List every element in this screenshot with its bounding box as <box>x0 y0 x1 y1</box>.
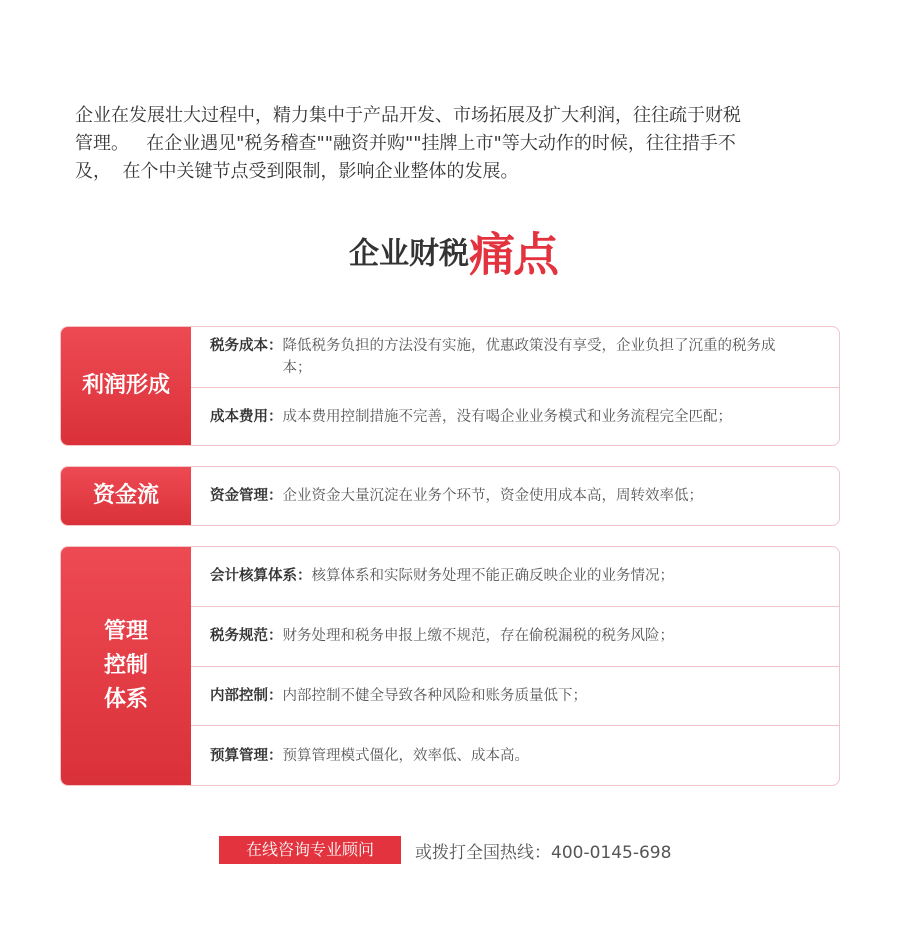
item-row <box>210 685 587 707</box>
item-key: 成本费用： <box>210 408 283 425</box>
item-key: 税务规范： <box>210 628 283 645</box>
heading-accent: 痛点 <box>469 227 557 282</box>
consult-cta <box>219 836 671 864</box>
item-row <box>210 485 703 507</box>
item-row <box>210 745 529 767</box>
list-item <box>191 547 839 606</box>
list-item <box>191 467 839 525</box>
category-label <box>61 547 191 785</box>
list-item <box>191 327 839 387</box>
intro-line: 及， 在个中关键节点受到限制，影响企业整体的发展。 <box>75 161 519 182</box>
item-key: 内部控制： <box>210 687 283 704</box>
item-key: 税务成本： <box>210 338 283 354</box>
item-value: 企业资金大量沉淀在业务个环节，资金使用成本高，周转效率低； <box>282 488 703 504</box>
pain-point-group-management <box>60 546 840 786</box>
section-heading <box>0 224 906 284</box>
item-list <box>191 467 839 525</box>
item-value: 降低税务负担的方法没有实施，优惠政策没有享受，企业负担了沉重的税务成本； <box>282 338 776 376</box>
item-row <box>210 565 674 587</box>
item-row <box>210 406 732 428</box>
hotline-text: 或拨打全国热线：400-0145-698 <box>415 842 672 863</box>
list-item <box>191 387 839 445</box>
item-value: 成本费用控制措施不完善，没有喝企业业务模式和业务流程完全匹配； <box>282 408 732 425</box>
item-list <box>191 547 839 785</box>
category-line: 控制 <box>103 653 148 678</box>
item-key: 预算管理： <box>210 747 283 764</box>
list-item <box>191 725 839 785</box>
item-row <box>210 335 793 379</box>
item-value: 预算管理模式僵化，效率低、成本高。 <box>282 747 529 764</box>
item-value: 财务处理和税务申报上缴不规范，存在偷税漏税的税务风险； <box>282 628 674 645</box>
online-consult-button[interactable]: 在线咨询专业顾问 <box>219 836 401 864</box>
category-line: 利润形成 <box>81 373 170 398</box>
item-row <box>210 625 674 647</box>
item-key: 资金管理： <box>210 488 283 504</box>
intro-paragraph <box>75 102 835 186</box>
category-label <box>61 327 191 445</box>
category-line: 体系 <box>103 687 148 712</box>
category-label <box>61 467 191 525</box>
category-line: 资金流 <box>92 483 159 508</box>
list-item <box>191 666 839 726</box>
list-item <box>191 606 839 666</box>
item-value: 核算体系和实际财务处理不能正确反映企业的业务情况； <box>311 568 674 585</box>
heading-plain: 企业财税 <box>349 236 469 272</box>
intro-line: 企业在发展壮大过程中，精力集中于产品开发、市场拓展及扩大利润，往往疏于财税 <box>75 105 741 126</box>
item-key: 会计核算体系： <box>210 568 312 585</box>
pain-point-group-cashflow <box>60 466 840 526</box>
pain-point-group-profit <box>60 326 840 446</box>
intro-line: 管理。 在企业遇见"税务稽查""融资并购""挂牌上市"等大动作的时候，往往措手不 <box>75 133 736 154</box>
category-line: 管理 <box>103 619 148 644</box>
item-value: 内部控制不健全导致各种风险和账务质量低下； <box>282 687 587 704</box>
item-list <box>191 327 839 445</box>
